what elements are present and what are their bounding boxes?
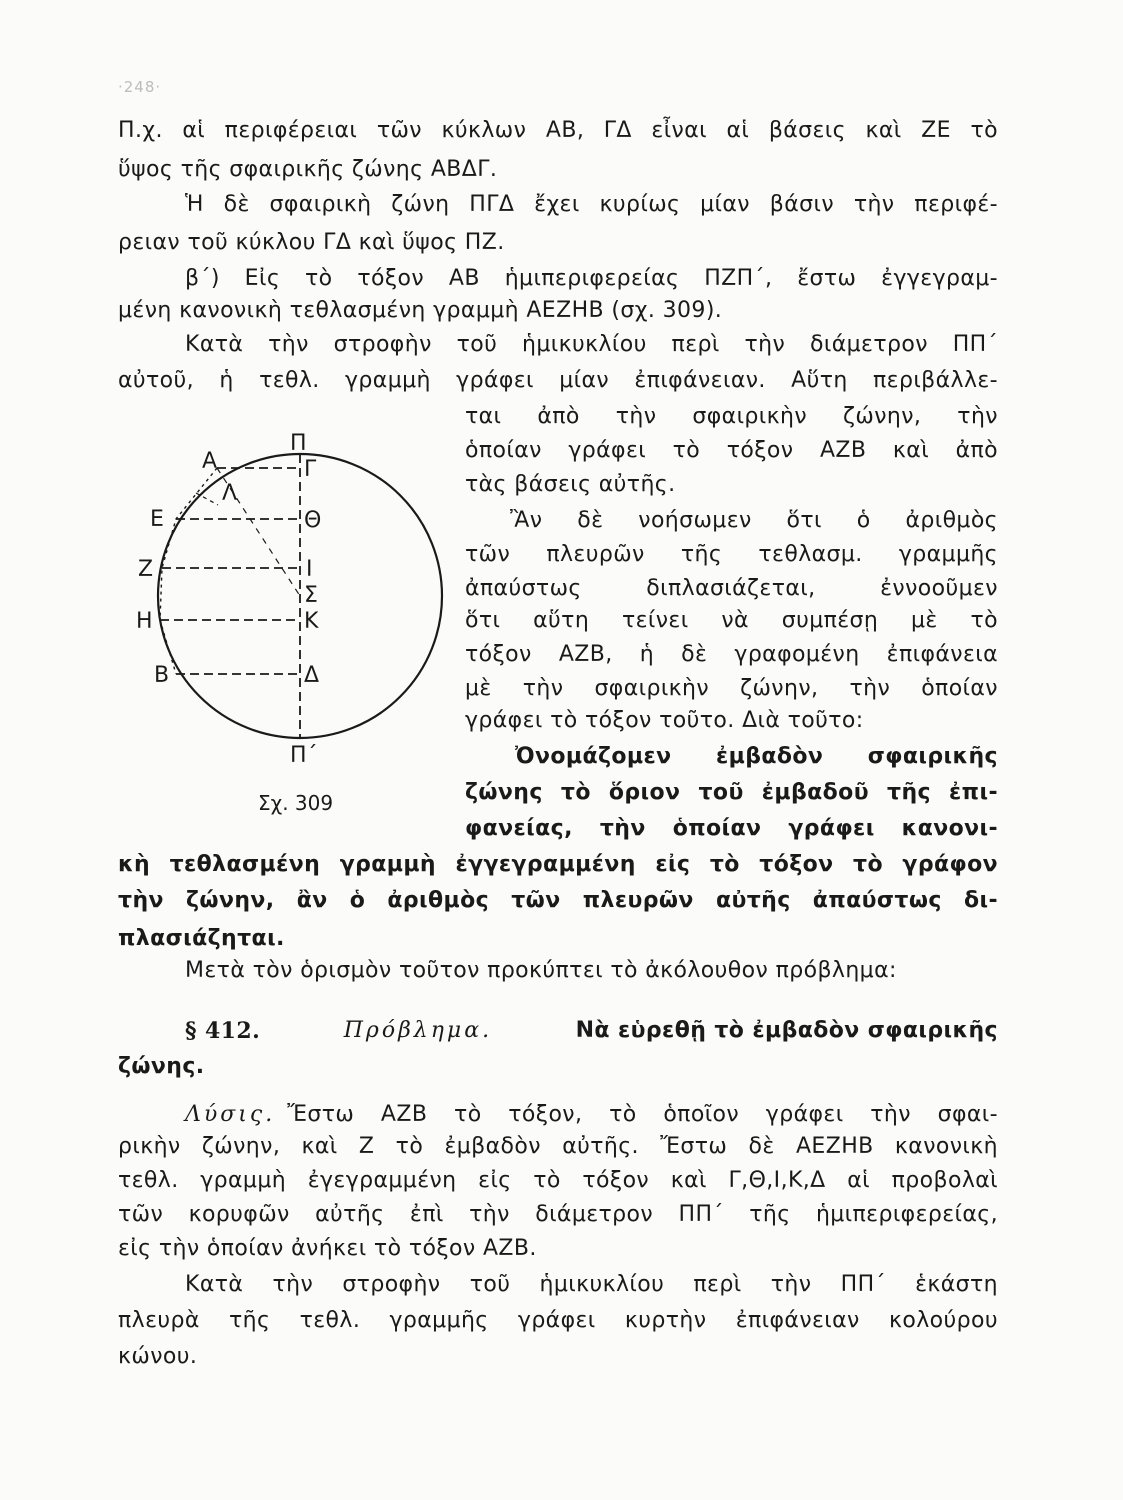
definition-line: πλασιάζηται. [118, 926, 285, 951]
definition-line: φανείας, τὴν ὁποίαν γράφει κανονι- [465, 816, 998, 841]
text-line: τεθλ. γραμμὴ ἐγεγραμμένη εἰς τὸ τόξον καὶ Γ,Θ,Ι,Κ,Δ αἱ προβολαὶ [118, 1168, 998, 1193]
solution-text: Ἔστω ΑΖΒ τὸ τόξον, τὸ ὁποῖον γράφει τὴν σφαι- [287, 1102, 998, 1127]
apothem-line [196, 493, 218, 505]
definition-line: τὴν ζώνην, ἂν ὁ ἀριθμὸς τῶν πλευρῶν αὐτῆς ἀπαύστως δι- [118, 888, 998, 913]
text-line: ὕψος τῆς σφαιρικῆς ζώνης ΑΒΔΓ. [118, 157, 498, 182]
label-A: Α [202, 449, 218, 474]
label-S: Σ [304, 583, 318, 608]
label-B: Β [154, 663, 170, 688]
label-G: Γ [304, 457, 317, 482]
section-number: § 412. [185, 1018, 261, 1044]
label-I: Ι [306, 557, 313, 582]
text-line: μένη κανονικὴ τεθλασμένη γραμμὴ ΑΕΖΗΒ (σχ. 309). [118, 298, 723, 323]
text-line: κώνου. [118, 1344, 198, 1369]
page-number: ·248· [118, 78, 162, 96]
text-line: ρικὴν ζώνην, καὶ Ζ τὸ ἐμβαδὸν αὐτῆς. Ἔστω δὲ ΑΕΖΗΒ κανονικὴ [118, 1134, 998, 1159]
text-line: γράφει τὸ τόξον τοῦτο. Διὰ τοῦτο: [465, 708, 864, 733]
label-K: Κ [304, 609, 319, 634]
text-line: μὲ τὴν σφαιρικὴν ζώνην, τὴν ὁποίαν [465, 676, 998, 701]
section-title-cont: ζώνης. [118, 1054, 205, 1079]
text-line: Μετὰ τὸν ὁρισμὸν τοῦτον προκύπτει τὸ ἀκόλουθον πρόβλημα: [185, 958, 897, 983]
text-line: αὐτοῦ, ἡ τεθλ. γραμμὴ γράφει μίαν ἐπιφάνειαν. Αὕτη περιβάλλε- [118, 368, 998, 393]
definition-line: Ὀνομάζομεν ἐμβαδὸν σφαιρικῆς [515, 744, 998, 769]
text-line: Π.χ. αἱ περιφέρειαι τῶν κύκλων ΑΒ, ΓΔ εἶναι αἱ βάσεις καὶ ΖΕ τὸ [118, 118, 998, 143]
text-line: τῶν πλευρῶν τῆς τεθλασμ. γραμμῆς [465, 542, 998, 567]
figure-caption: Σχ. 309 [258, 791, 334, 815]
text-line: Ἡ δὲ σφαιρικὴ ζώνη ΠΓΔ ἔχει κυρίως μίαν βάσιν τὴν περιφέ- [185, 192, 998, 217]
text-line: ὅτι αὕτη τείνει νὰ συμπέσῃ μὲ τὸ [465, 608, 998, 633]
text-line: τὰς βάσεις αὐτῆς. [465, 472, 676, 497]
text-line: τόξον ΑΖΒ, ἡ δὲ γραφομένη ἐπιφάνεια [465, 642, 998, 667]
text-line: τῶν κορυφῶν αὐτῆς ἐπὶ τὴν διάμετρον ΠΠ΄ τῆς ἡμιπεριφερείας, [118, 1202, 998, 1227]
text-line: ται ἀπὸ τὴν σφαιρικὴν ζώνην, τὴν [465, 404, 998, 429]
text-line: Ἂν δὲ νοήσωμεν ὅτι ὁ ἀριθμὸς [510, 508, 998, 533]
label-P: Π [290, 431, 307, 456]
solution-label: Λύσις. [185, 1102, 276, 1127]
section-label: Πρόβλημα. [343, 1018, 493, 1043]
label-H: Η [136, 609, 153, 634]
definition-line: κὴ τεθλασμένη γραμμὴ ἐγγεγραμμένη εἰς τὸ τόξον τὸ γράφον [118, 852, 998, 877]
label-P-prime: Π΄ [290, 743, 318, 768]
text-line: εἰς τὴν ὁποίαν ἀνήκει τὸ τόξον ΑΖΒ. [118, 1236, 537, 1261]
text-line: ρειαν τοῦ κύκλου ΓΔ καὶ ὕψος ΠΖ. [118, 230, 505, 255]
text-line: Κατὰ τὴν στροφὴν τοῦ ἡμικυκλίου περὶ τὴν διάμετρον ΠΠ΄ [185, 332, 998, 357]
label-TH: Θ [304, 508, 322, 533]
text-line: ἀπαύστως διπλασιάζεται, ἐννοοῦμεν [465, 576, 998, 601]
definition-line: ζώνης τὸ ὅριον τοῦ ἐμβαδοῦ τῆς ἐπι- [465, 780, 998, 805]
section-heading [185, 1016, 998, 1046]
text-line: Κατὰ τὴν στροφὴν τοῦ ἡμικυκλίου περὶ τὴν ΠΠ΄ ἑκάστη [185, 1272, 998, 1297]
text-line: β΄) Εἰς τὸ τόξον ΑΒ ἡμιπεριφερείας ΠΖΠ΄, ἔστω ἐγγεγραμ- [185, 266, 998, 291]
figure-309 [118, 420, 458, 780]
text-line: πλευρὰ τῆς τεθλ. γραμμῆς γράφει κυρτὴν ἐπιφάνειαν κολούρου [118, 1308, 998, 1333]
solution-first-line [185, 1100, 998, 1130]
text-line: ὁποίαν γράφει τὸ τόξον ΑΖΒ καὶ ἀπὸ [465, 438, 998, 463]
label-D: Δ [304, 663, 320, 688]
label-E: Ε [150, 507, 164, 532]
label-Z: Ζ [138, 557, 154, 582]
inscribed-polyline [160, 468, 217, 674]
label-L: Λ [222, 481, 238, 506]
section-title: Νὰ εὑρεθῇ τὸ ἐμβαδὸν σφαιρικῆς [575, 1018, 998, 1043]
